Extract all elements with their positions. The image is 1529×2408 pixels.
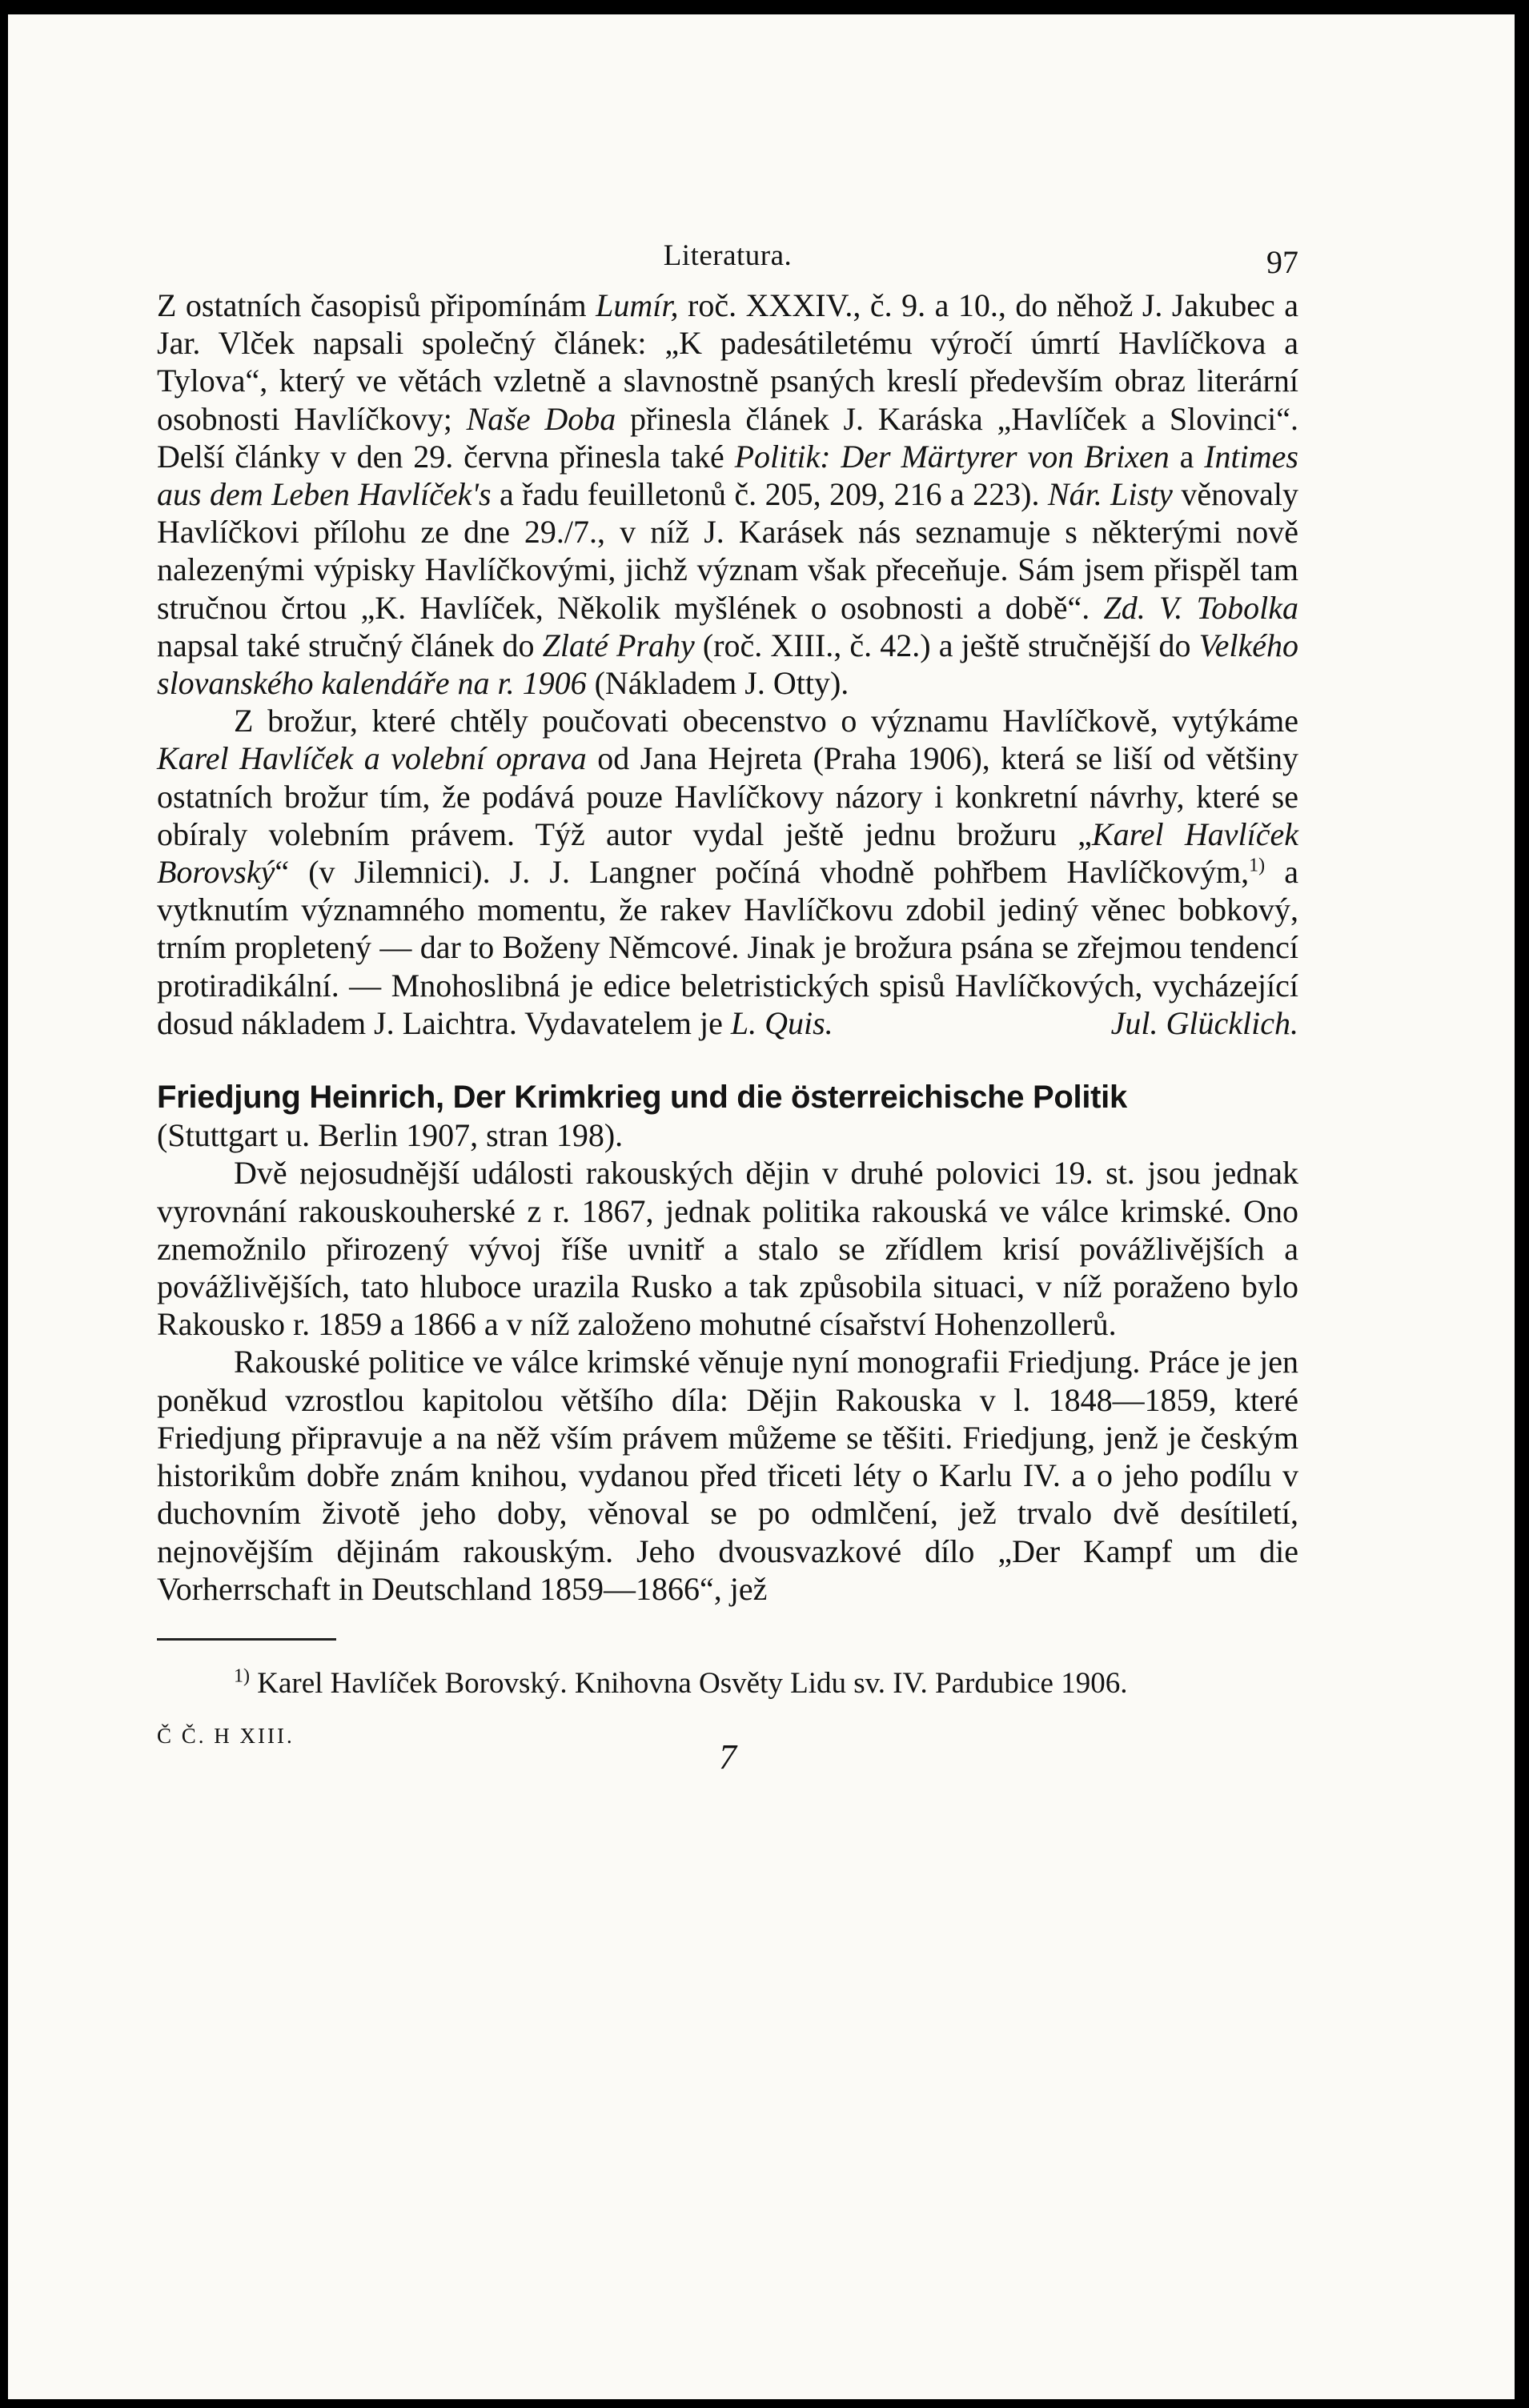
page-header xyxy=(157,238,1298,286)
footnote-mark: 1) xyxy=(234,1665,250,1687)
review-title: Friedjung Heinrich, Der Krimkrieg und die österreichische Politik xyxy=(157,1080,1127,1116)
paragraph-review-1: Dvě nejosudnější události rakouských dějin v druhé polovici 19. st. jsou jednak vyrovnání rakouskouherské z r. 1867, jednak politika rakouská ve válce krimské. Ono znemožnilo přirozený vývoj říše uvnitř a stalo se zřídlem krisí povážlivějších a povážlivějších, tato hluboce urazila Rusko a tak způsobila situaci, v níž poraženo bylo Rakousko r. 1859 a 1866 a v níž založeno mohutné císařství Hohenzollerů. xyxy=(157,1155,1298,1343)
paragraph-brochures: Z brožur, které chtěly poučovati obecenstvo o významu Havlíčkově, vytýkáme Karel Havlíček a volební oprava od Jana Hejreta (Praha 1906), která se liší od většiny ostatních brožur tím, že podává pouze Havlíčkovy názory i konkretní návrhy, které se obíraly volebním právem. Týž autor vydal ještě jednu brožuru „Karel Havlíček Borovský“ (v Jilemnici). J. J. Langner počíná vhodně pohřbem Havlíčkovým,$^{1)}$ a vytknutím významného momentu, že rakev Havlíčkovu zdobil jediný věnec bobkový, trním propletený — dar to Boženy Němcové. Jinak je brožura psána se zřejmou tendencí protiradikální. — Mnohoslibná je edice beletristických spisů Havlíčkových, vycházející dosud nákladem J. Laichtra. Vydavatelem je L. Quis. Jul. Glücklich. xyxy=(157,703,1299,1041)
text-column xyxy=(157,238,1298,1775)
review-subtitle: (Stuttgart u. Berlin 1907, stran 198). xyxy=(157,1117,624,1154)
running-title: Literatura. xyxy=(663,239,793,272)
sheet-mark: 7 xyxy=(719,1737,736,1777)
footnote-rule xyxy=(157,1638,336,1641)
footnote-text: Karel Havlíček Borovský. Knihovna Osvěty Lidu sv. IV. Pardubice 1906. xyxy=(250,1666,1128,1700)
paragraph-periodicals: Z ostatních časopisů připomínám Lumír, roč. XXXIV., č. 9. a 10., do něhož J. Jakubec a Jar. Vlček napsali společný článek: „K padesátiletému výročí úmrtí Havlíčkova a Tylova“, který ve větách vzletně a slavnostně psaných kreslí především obraz literární osobnosti Havlíčkovy; Naše Doba přinesla článek J. Karáska „Havlíček a Slovinci“. Delší články v den 29. června přinesla také Politik: Der Märtyrer von Brixen a Intimes aus dem Leben Havlíček's a řadu feuilletonů č. 205, 209, 216 a 223). Nár. Listy věnovaly Havlíčkovi přílohu ze dne 29./7., v níž J. Karásek nás seznamuje s některými nově nalezenými výpisky Havlíčkovými, jichž význam však přeceňuje. Sám jsem přispěl tam stručnou črtou „K. Havlíček, Několik myšlének o osobnosti a době“. Zd. V. Tobolka napsal také stručný článek do Zlaté Prahy (roč. XIII., č. 42.) a ještě stručnější do Velkého slovanského kalendáře na r. 1906 (Nákladem J. Otty). xyxy=(157,287,1299,702)
printer-signature: Č Č. H XIII. xyxy=(157,1723,295,1748)
signature-line xyxy=(157,1719,1298,1775)
paragraph-review-2: Rakouské politice ve válce krimské věnuje nyní monografii Friedjung. Práce je jen poněkud vzrostlou kapitolou většího díla: Dějin Rakouska v l. 1848—1859, které Friedjung připravuje a na něž vším právem můžeme se těšiti. Friedjung, jenž je českým historikům dobře znám knihou, vydanou před třiceti léty o Karlu IV. a o jeho podílu v duchovním životě jeho doby, věnoval se po odmlčení, jež trvalo dvě desítiletí, nejnovějším dějinám rakouským. Jeho dvousvazkové dílo „Der Kampf um die Vorherrschaft in Deutschland 1859—1866“, jež xyxy=(157,1344,1298,1607)
footnote xyxy=(157,1666,1298,1701)
review-author: Jul. Glücklich. xyxy=(1110,1004,1298,1041)
page-sheet xyxy=(8,14,1515,2399)
page-number: 97 xyxy=(1266,244,1298,280)
footnote-reference: 1) xyxy=(1249,855,1266,876)
